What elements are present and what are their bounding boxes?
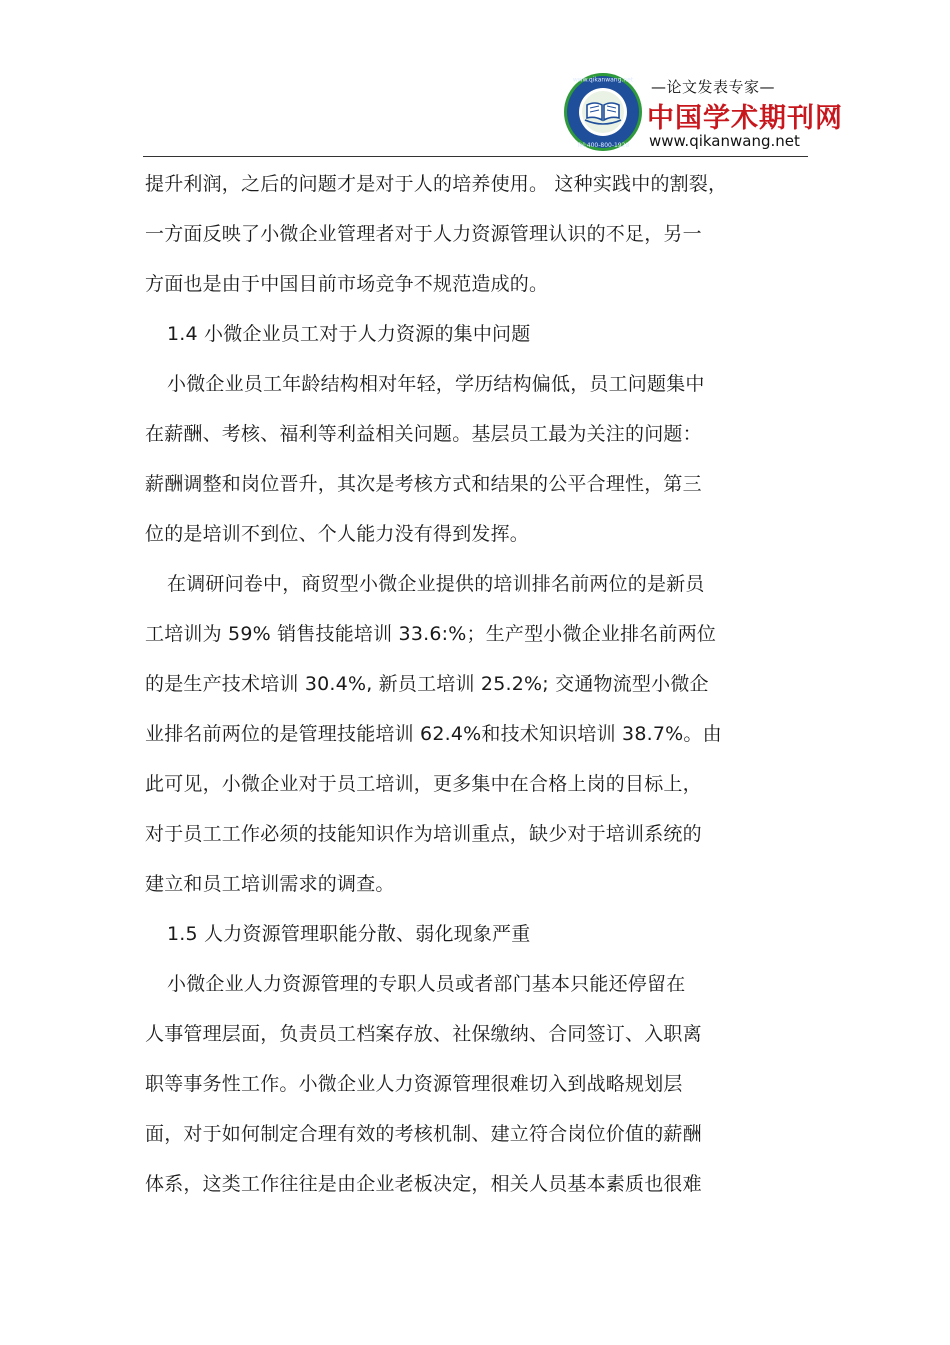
logo-title: 中国学术期刊网 (647, 103, 843, 134)
header-divider (143, 156, 808, 157)
text-line: 对于员工工作必须的技能知识作为培训重点，缺少对于培训系统的 (145, 823, 702, 845)
section-heading-1-4: 1.4 小微企业员工对于人力资源的集中问题 (167, 323, 531, 345)
text-line: 位的是培训不到位、个人能力没有得到发挥。 (145, 523, 530, 545)
logo-url: www.qikanwang.net (649, 132, 800, 150)
section-heading-1-5: 1.5 人力资源管理职能分散、弱化现象严重 (167, 923, 531, 945)
text-line: 体系，这类工作往往是由企业老板决定，相关人员基本素质也很难 (145, 1173, 702, 1195)
svg-text:www.qikanwang.net: www.qikanwang.net (572, 76, 634, 84)
text-line: 此可见，小微企业对于员工培训，更多集中在合格上岗的目标上， (145, 773, 702, 795)
text-line: 的是生产技术培训 30.4%, 新员工培训 25.2%; 交通物流型小微企 (145, 673, 709, 695)
text-line: 人事管理层面，负责员工档案存放、社保缴纳、合同签订、入职离 (145, 1023, 702, 1045)
svg-text:Tel:400-800-1928: Tel:400-800-1928 (576, 142, 630, 149)
document-body (145, 166, 805, 1216)
paragraph-start: 在调研问卷中，商贸型小微企业提供的培训排名前两位的是新员 (167, 573, 705, 595)
text-line: 职等事务性工作。小微企业人力资源管理很难切入到战略规划层 (145, 1073, 683, 1095)
text-line: 提升利润，之后的问题才是对于人的培养使用。 这种实践中的割裂， (145, 173, 728, 195)
paragraph-start: 小微企业人力资源管理的专职人员或者部门基本只能还停留在 (167, 973, 686, 995)
paragraph-start: 小微企业员工年龄结构相对年轻，学历结构偏低，员工问题集中 (167, 373, 705, 395)
text-line: 工培训为 59% 销售技能培训 33.6:%；生产型小微企业排名前两位 (145, 623, 717, 645)
journal-emblem-icon (563, 72, 643, 152)
text-line: 薪酬调整和岗位晋升，其次是考核方式和结果的公平合理性，第三 (145, 473, 702, 495)
text-line: 方面也是由于中国目前市场竞争不规范造成的。 (145, 273, 549, 295)
text-line: 建立和员工培训需求的调查。 (145, 873, 395, 895)
journal-logo (563, 70, 843, 154)
text-line: 一方面反映了小微企业管理者对于人力资源管理认识的不足，另一 (145, 223, 702, 245)
logo-tagline: —论文发表专家— (651, 78, 776, 96)
text-line: 在薪酬、考核、福利等利益相关问题。基层员工最为关注的问题： (145, 423, 702, 445)
text-line: 面，对于如何制定合理有效的考核机制、建立符合岗位价值的薪酬 (145, 1123, 702, 1145)
text-line: 业排名前两位的是管理技能培训 62.4%和技术知识培训 38.7%。由 (145, 723, 722, 745)
